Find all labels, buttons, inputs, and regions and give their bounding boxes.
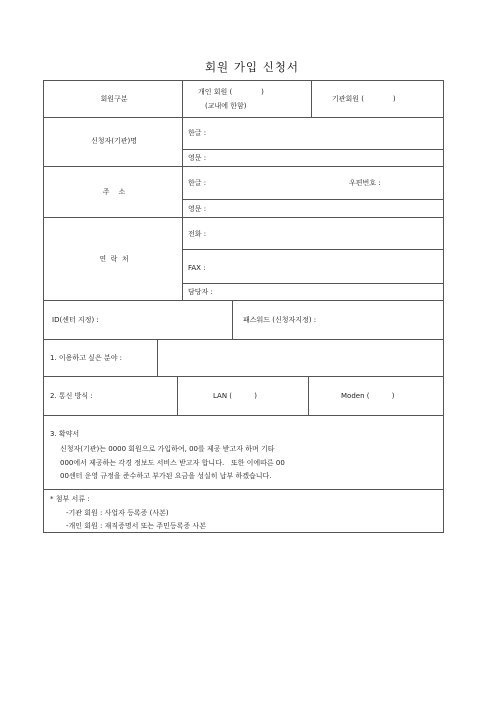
field-label: 1. 이용하고 싶은 분야 :	[50, 354, 123, 362]
fax-label: FAX :	[188, 264, 206, 272]
institution-member-option[interactable]: 기관회원 ( )	[332, 95, 396, 103]
address-english-field[interactable]	[182, 199, 444, 218]
fax-field[interactable]	[182, 249, 444, 284]
lan-option[interactable]: LAN ( )	[213, 392, 258, 400]
individual-member-note: (교내에 한함)	[205, 102, 247, 110]
phone-label: 전화 :	[188, 230, 207, 238]
attachment-item: -개인 회원 : 재직증명서 또는 주민등록증 사본	[66, 522, 206, 530]
institution-member-cell[interactable]	[311, 80, 444, 118]
modem-option-cell[interactable]	[308, 376, 444, 416]
id-label: ID(센터 지정) :	[52, 316, 99, 324]
individual-member-cell[interactable]	[182, 80, 312, 118]
address-label: 주 소	[102, 188, 126, 196]
agreement-line: 00센터 운영 규정을 준수하고 부가된 요금을 성실히 납부 하겠습니다.	[60, 472, 272, 480]
applicant-korean-field[interactable]	[182, 117, 444, 150]
password-field[interactable]	[232, 300, 444, 340]
agreement-section	[43, 415, 444, 490]
agreement-heading: 3. 확약서	[50, 430, 80, 438]
modem-option[interactable]: Moden ( )	[341, 392, 395, 400]
field-input[interactable]	[157, 339, 444, 377]
agreement-line: 신청자(기관)는 0000 회원으로 가입하여, 00를 제공 받고자 하며 기타	[60, 445, 275, 453]
id-field[interactable]	[43, 300, 233, 340]
comm-label: 2. 통신 방식 :	[50, 392, 93, 400]
address-label-cell	[43, 166, 183, 218]
address-korean-label: 한글 :	[188, 179, 207, 187]
attachments-heading: * 첨부 서류 :	[50, 495, 90, 503]
address-korean-field[interactable]	[182, 166, 444, 200]
password-label: 패스워드 (신청자지정) :	[243, 316, 317, 324]
individual-member-option[interactable]: 개인 회원 ( )	[198, 88, 264, 96]
applicant-label: 신청자(기관)명	[90, 137, 138, 145]
contact-person-field[interactable]	[182, 283, 444, 301]
contact-person-label: 담당자 :	[188, 288, 213, 296]
attachment-item: -기관 회원 : 사업자 등록증 (사본)	[66, 509, 169, 517]
applicant-english-field[interactable]	[182, 149, 444, 167]
comm-label-cell	[43, 376, 178, 416]
applicant-english-label: 영문 :	[188, 154, 207, 162]
member-type-label: 회원구분	[100, 95, 128, 103]
lan-option-cell[interactable]	[177, 376, 309, 416]
applicant-korean-label: 한글 :	[188, 129, 207, 137]
postal-code-label: 우편번호 :	[349, 179, 381, 187]
attachments-section	[43, 489, 444, 533]
address-english-label: 영문 :	[188, 205, 207, 213]
page-title: 회원 가입 신청서	[204, 60, 300, 74]
phone-field[interactable]	[182, 217, 444, 250]
contact-label-cell	[43, 217, 183, 301]
field-label-cell	[43, 339, 158, 377]
agreement-line: 000에서 제공하는 각경 정보도 서비스 받고자 합니다. 또한 이에따른 00	[60, 459, 285, 467]
contact-label: 연 락 처	[99, 255, 129, 263]
applicant-label-cell	[43, 117, 183, 167]
member-type-label-cell	[43, 80, 183, 118]
